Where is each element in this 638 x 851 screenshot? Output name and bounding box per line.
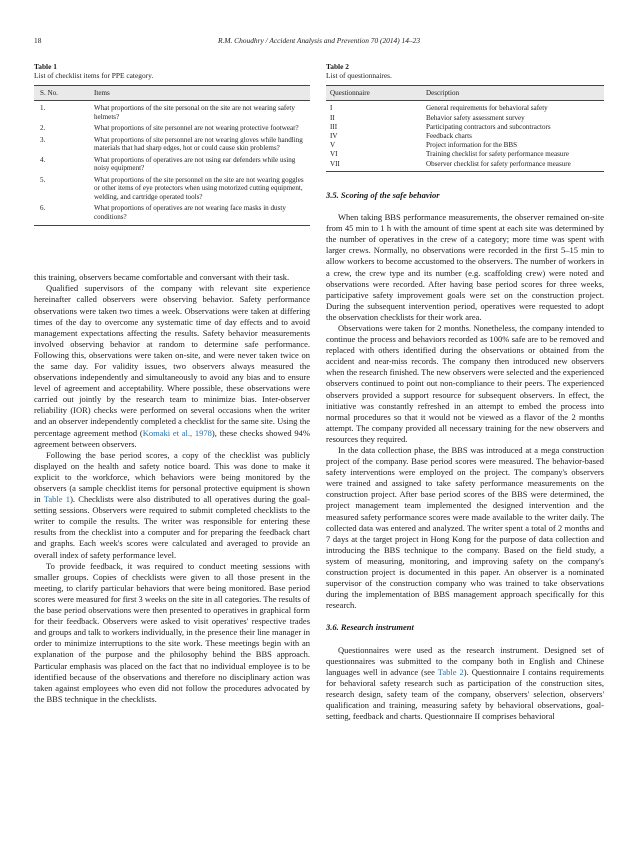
table-2-label: Table 2 [326, 62, 349, 71]
citation-link[interactable]: Komaki et al., 1978 [142, 427, 212, 438]
paragraph: To provide feedback, it was required to conduct meeting sessions with smaller groups. Copies of checklists were given to all those present in the meeting, to clarify particular behaviors that were being monitored. Base period scores were measured for first 3 weeks on the site in all categories. The results of the base period observations were then presented to operatives in graphical form for their feedback. Observers were asked to visit operatives' respective trades and groups and talk to workers individually, in the presence their line manager in order to minimize interruptions to the site work. These meetings begin with an explanation of the purpose and the philosophy behind the BBS approach. Particular emphasis was placed on the fact that no individual employee is to be identified because of the observations and therefore no disciplinary action was taken against employees who even did not follow the procedures advocated by the BBS technique in the checklists. [34, 560, 311, 704]
table-row [326, 132, 604, 141]
row-item: What proportions of site personnel are not wearing protective footwear? [94, 124, 299, 133]
column-header: Questionnaire [326, 86, 422, 101]
table-reference-link[interactable]: Table 1 [43, 494, 71, 505]
table-row [34, 101, 310, 123]
paragraph-text: ). Questionnaire I contains requirements for behavioral safety research such as participation of the construction sites, research design, safety team of the company, observers' selection, observers' qualification and training, measuring safety by behavioral observations, goal-setting, feedback and charts. Questionnaire II comprises behavioral [326, 666, 604, 722]
questionnaire-id: I [330, 104, 333, 113]
table-row [34, 123, 310, 135]
questionnaire-id: V [330, 141, 336, 150]
table-1 [34, 62, 310, 226]
page-header [34, 36, 604, 48]
column-header: Description [422, 86, 604, 101]
paragraph-text: Following the base period scores, a copy of the checklist was publicly displayed on the health and safety notice board. This was done to make it explicit to the workforce, which behaviors were being monitored by the observers (a sample checklist items for personal protective equipment is shown in [34, 449, 310, 505]
row-number: 6. [34, 203, 90, 226]
table-2 [326, 62, 604, 172]
row-number: 5. [40, 176, 46, 184]
left-column [34, 62, 310, 705]
paragraph: When taking BBS performance measurements, the observer remained on-site from 45 min to 1 h with the amount of time spent at each site was determined by the number of operatives in the crew of a category; more time was spent with larger crews. Normally, no observations were recorded in the first 5–15 min to allow workers to become accustomed to the observers. The number of workers in a crew, the crew type and its number (e.g. scaffolding crew) were noted and observations were recorded. After having base period scores for three weeks, participative safety improvement goals were set on the construction project. During the subsequent intervention period, operatives were requested to adopt the observation checklists for their work area. [326, 212, 604, 322]
column-header: Items [90, 86, 310, 101]
paragraph [34, 283, 310, 449]
row-number: 1. [40, 104, 46, 113]
table-row [34, 203, 310, 226]
paragraph-text: ), these checks showed 94% agreement between observers. [34, 427, 310, 449]
questionnaire-description: Training checklist for safety performance measure [426, 150, 569, 159]
row-item: What proportions of operatives are not using ear defenders while using noisy equipment? [94, 156, 296, 173]
table-1-label: Table 1 [34, 62, 57, 71]
questionnaire-description: Feedback charts [426, 131, 472, 140]
table-header-row [326, 86, 604, 101]
questionnaire-description: Participating contractors and subcontractors [426, 122, 551, 131]
questionnaire-id: VII [326, 159, 422, 171]
row-number: 3. [40, 136, 46, 144]
table-row [326, 159, 604, 171]
row-item: What proportions of operatives are not wearing face masks in dusty conditions? [90, 203, 310, 226]
questionnaire-id: IV [330, 131, 338, 140]
table-row [34, 174, 310, 202]
paragraph-text: ). Checklists were also distributed to all operatives during the goal-setting sessions. Observers were required to submit completed checklists to the writer to compile the results. The writer was responsible for entering these results from the checklist into a computer and for preparing the feedback chart and graphs. Each week's scores were calculated and averaged to provide an overall index of safety performance level. [34, 494, 310, 560]
table-row [326, 122, 604, 131]
right-body [326, 190, 604, 722]
table-2-grid [326, 85, 604, 172]
paragraph-text: Qualified supervisors of the company with relevant site experience hereinafter called observers were observing behavior. Safety performance observations were taken two times a week. Observations were taken at differing times of the day to overcome any systematic time of day effects and to avoid management expectations affecting the results. Safety behavior measurements involved observing behavior at random to determine safe performance. Following this, observations were taken on-site, and were never taken twice on the same day. For validity issues, two observers always measured the observations independently and simultaneously to avoid any bias and to ensure level of agreement and acceptability. Where possible, these observations were carried out jointly by the research team to minimize bias. Inter-observer reliability (IOR) checks were performed on several occasions when the writer and an observer independently completed a checklist for the same site. Using the percentage agreement method ( [34, 283, 310, 438]
paragraph [34, 450, 310, 561]
paragraph [326, 645, 604, 723]
column-header: S. No. [34, 86, 90, 101]
questionnaire-description: Project information for the BBS [426, 141, 518, 150]
table-row [326, 113, 604, 122]
questionnaire-id: III [330, 122, 338, 131]
row-number: 4. [40, 156, 46, 164]
table-row [34, 154, 310, 174]
section-heading: 3.6. Research instrument [326, 622, 414, 633]
page-number: 18 [34, 36, 42, 45]
table-row [34, 134, 310, 154]
questionnaire-description: Observer checklist for safety performance measure [422, 159, 604, 171]
table-1-caption: List of checklist items for PPE category. [34, 71, 154, 80]
right-column [326, 62, 604, 722]
paragraph-text: Questionnaires were used as the research instrument. Designed set of questionnaires was submitted to the company both in English and Chinese languages well in advance (see [326, 644, 604, 677]
row-item: What proportions of the site personal on the site are not wearing safety helmets? [94, 104, 295, 121]
row-item: What proportions of site personnel are not wearing gloves while handling materials that had sharp edges, hot or could cause skin problems? [94, 136, 303, 153]
row-item: What proportions of the site personnel on the site are not wearing goggles or other items of eye protectors when using motorized cutting equipment, welding, and cartridge operated tools? [94, 176, 304, 201]
table-row [326, 150, 604, 159]
left-body [34, 272, 310, 705]
table-header-row [34, 86, 310, 101]
paragraph: this training, observers became comfortable and conversant with their task. [34, 272, 290, 283]
table-reference-link[interactable]: Table 2 [437, 666, 464, 677]
paragraph: Observations were taken for 2 months. Nonetheless, the company intended to continue the process and behaviors recorded as 100% safe are to be removed and replaced with others identified during the observations or obtained from the accident and near-miss records. The company then introduced new observers when the research finished. The new observers were selected and the experienced observers continued to point out non-compliance to their peers. The experienced observers provided a support resource for subsequent observers. In effect, the initiative was constantly refreshed in an attempt to embed the process into normal procedures so that it would not be viewed as a flavor of the 2 months attempt. The company provided all necessary training for the new observers and resources they required. [326, 322, 604, 444]
table-row [326, 141, 604, 150]
questionnaire-id: II [330, 113, 335, 122]
table-row [326, 101, 604, 113]
questionnaire-description: Behavior safety assessment survey [426, 113, 525, 122]
running-title: R.M. Choudhry / Accident Analysis and Prevention 70 (2014) 14–23 [217, 36, 421, 45]
row-number: 2. [40, 124, 46, 133]
paragraph: In the data collection phase, the BBS was introduced at a mega construction project of the company. Base period scores were measured. The behavior-based safety interventions were employed on the project. The company's observers were trained and assigned to take safety performance measurements on the construction project. After base period scores of the BBS were determined, the project management team implemented the designed intervention and the measured safety performance scores were made available to the writer daily. The collected data was entered and analyzed. The writer spent a total of 2 months and 7 days at the target project in Hong Kong for the purpose of data collection and introducing the BBS technique to the company. Based on the field study, a system of measuring, monitoring, and improving safety on the company's construction project is documented in this paper. An observer is a nominated supervisor of the construction company who was trained to take observations during the implementation of BBS management approach specifically for this research. [326, 445, 604, 611]
section-heading: 3.5. Scoring of the safe behavior [326, 189, 440, 200]
table-1-grid [34, 85, 310, 226]
questionnaire-description: General requirements for behavioral safety [426, 104, 548, 113]
table-2-caption: List of questionnaires. [326, 71, 392, 80]
questionnaire-id: VI [330, 150, 338, 159]
